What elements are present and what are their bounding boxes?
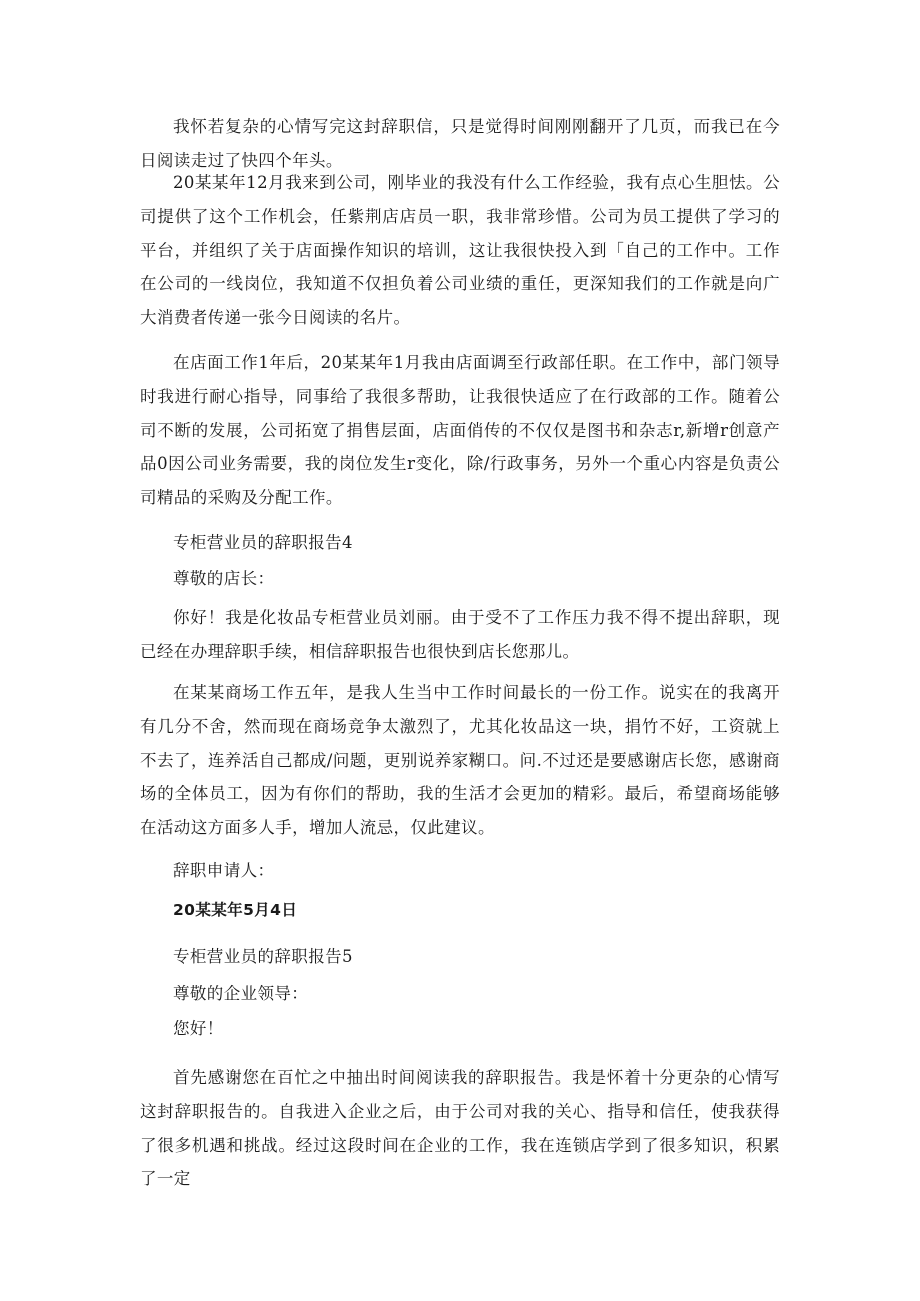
section-heading-5: 专柜营业员的辞职报告5: [173, 947, 353, 966]
paragraph-4: 你好！我是化妆品专柜营业员刘丽。由于受不了工作压力我不得不提出辞职，现已经在办理辞职手续，相信辞职报告也很快到店长您那儿。: [140, 608, 780, 661]
paragraph-6: 首先感谢您在百忙之中抽出时间阅读我的辞职报告。我是怀着十分更杂的心情写这封辞职报告的。自我进入企业之后，由于公司对我的关心、指导和信任，使我获得了很多机遇和挑战。经过这段时间在企业的工作，我在连锁店学到了很多知识，积累了一定: [140, 1068, 780, 1189]
paragraph-2: 20某某年12月我来到公司，刚毕业的我没有什么工作经验，我有点心生胆怯。公司提供了这个工作机会，任紫荆店店员一职，我非常珍惜。公司为员工提供了学习的平台，并组织了关于店面操作知识的培训，这让我很快投入到「自己的工作中。工作在公司的一线岗位，我知道不仅担负着公司业绩的重任，更深知我们的工作就是向广大消费者传递一张今日阅读的名片。: [140, 173, 780, 328]
paragraph-1: 我怀若复杂的心情写完这封辞职信，只是觉得时间刚刚翻开了几页，而我已在今日阅读走过了快四个年头。: [140, 117, 780, 170]
section-heading-4: 专柜营业员的辞职报告4: [173, 533, 353, 552]
greeting-5: 尊敬的企业领导：: [173, 984, 309, 1003]
signature-date: 20某某年5月4日: [173, 901, 298, 919]
greeting-4: 尊敬的店长：: [173, 569, 275, 588]
paragraph-5: 在某某商场工作五年，是我人生当中工作时间最长的一份工作。说实在的我离开有几分不舍，然而现在商场竞争太激烈了，尤其化妆品这一块，捐竹不好，工资就上不去了，连养活自己都成/问题，更别说养家糊口。问.不过还是要感谢店长您，感谢商场的全体员工，因为有你们的帮助，我的生活才会更加的精彩。最后，希望商场能够在活动这方面多人手，增加人流忌，仅此建议。: [140, 683, 780, 838]
applicant-label: 辞职申请人：: [173, 861, 275, 880]
paragraph-3: 在店面工作1年后，20某某年1月我由店面调至行政部任职。在工作中，部门领导时我进行耐心指导，同事给了我很多帮助，让我很快适应了在行政部的工作。随着公司不断的发展，公司拓宽了捐售层面，店面俏传的不仅仅是图书和杂志r,新增r创意产品0因公司业务需要，我的岗位发生r变化，除/行政事务，另外一个重心内容是负责公司精品的采购及分配工作。: [140, 353, 780, 508]
hello-line: 您好！: [173, 1019, 224, 1038]
